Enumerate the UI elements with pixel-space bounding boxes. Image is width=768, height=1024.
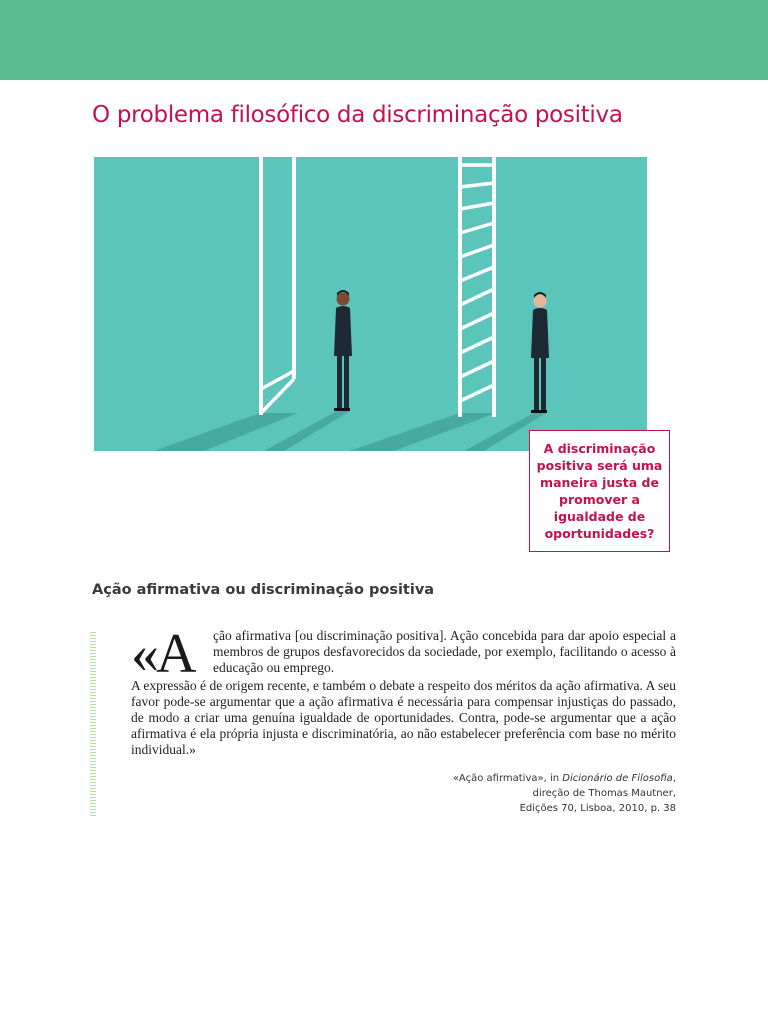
citation-line-2: direção de Thomas Mautner, bbox=[532, 788, 676, 799]
section-heading: Ação afirmativa ou discriminação positiva bbox=[92, 582, 435, 598]
citation-line-3: Edições 70, Lisboa, 2010, p. 38 bbox=[519, 803, 676, 814]
quote-dotted-rule bbox=[90, 632, 96, 816]
question-callout bbox=[529, 430, 670, 552]
dropcap-letter: A bbox=[156, 623, 194, 685]
quote-dropcap bbox=[131, 623, 213, 685]
ladders-illustration bbox=[94, 157, 647, 451]
top-color-band bbox=[0, 0, 768, 80]
citation-comma: , bbox=[672, 773, 676, 784]
citation-line-1 bbox=[380, 771, 676, 786]
citation-entry: «Ação afirmativa», in bbox=[452, 773, 563, 784]
opening-quote-mark: « bbox=[131, 623, 156, 685]
page-title: O problema filosófico da discriminação positiva bbox=[92, 102, 623, 128]
illustration-background bbox=[94, 157, 647, 451]
citation-book-title: Dicionário de Filosofia bbox=[562, 773, 673, 784]
callout-text: A discriminação positiva será uma maneira justa de promover a igualdade de oportunidades? bbox=[536, 441, 663, 541]
first-paragraph-text: ção afirmativa [ou discriminação positiva]. Ação concebida para dar apoio especial a membros de grupos desfavorecidos da sociedade, por exemplo, facilitando o acesso à educação ou emprego. bbox=[213, 628, 676, 675]
citation bbox=[380, 771, 676, 816]
quote-first-paragraph bbox=[131, 623, 676, 685]
second-paragraph-text: A expressão é de origem recente, e também o debate a respeito dos méritos da ação afirmativa. A seu favor pode-se argumentar que a ação afirmativa é necessária para compensar injustiças do passado, de modo a criar uma genuína igualdade de oportunidades. Contra, pode-se argumentar que a ação afirmativa é ela própria injusta e discriminatória, ao não estabelecer preferência com base no mérito individual.» bbox=[131, 678, 676, 757]
quote-block bbox=[131, 623, 676, 758]
